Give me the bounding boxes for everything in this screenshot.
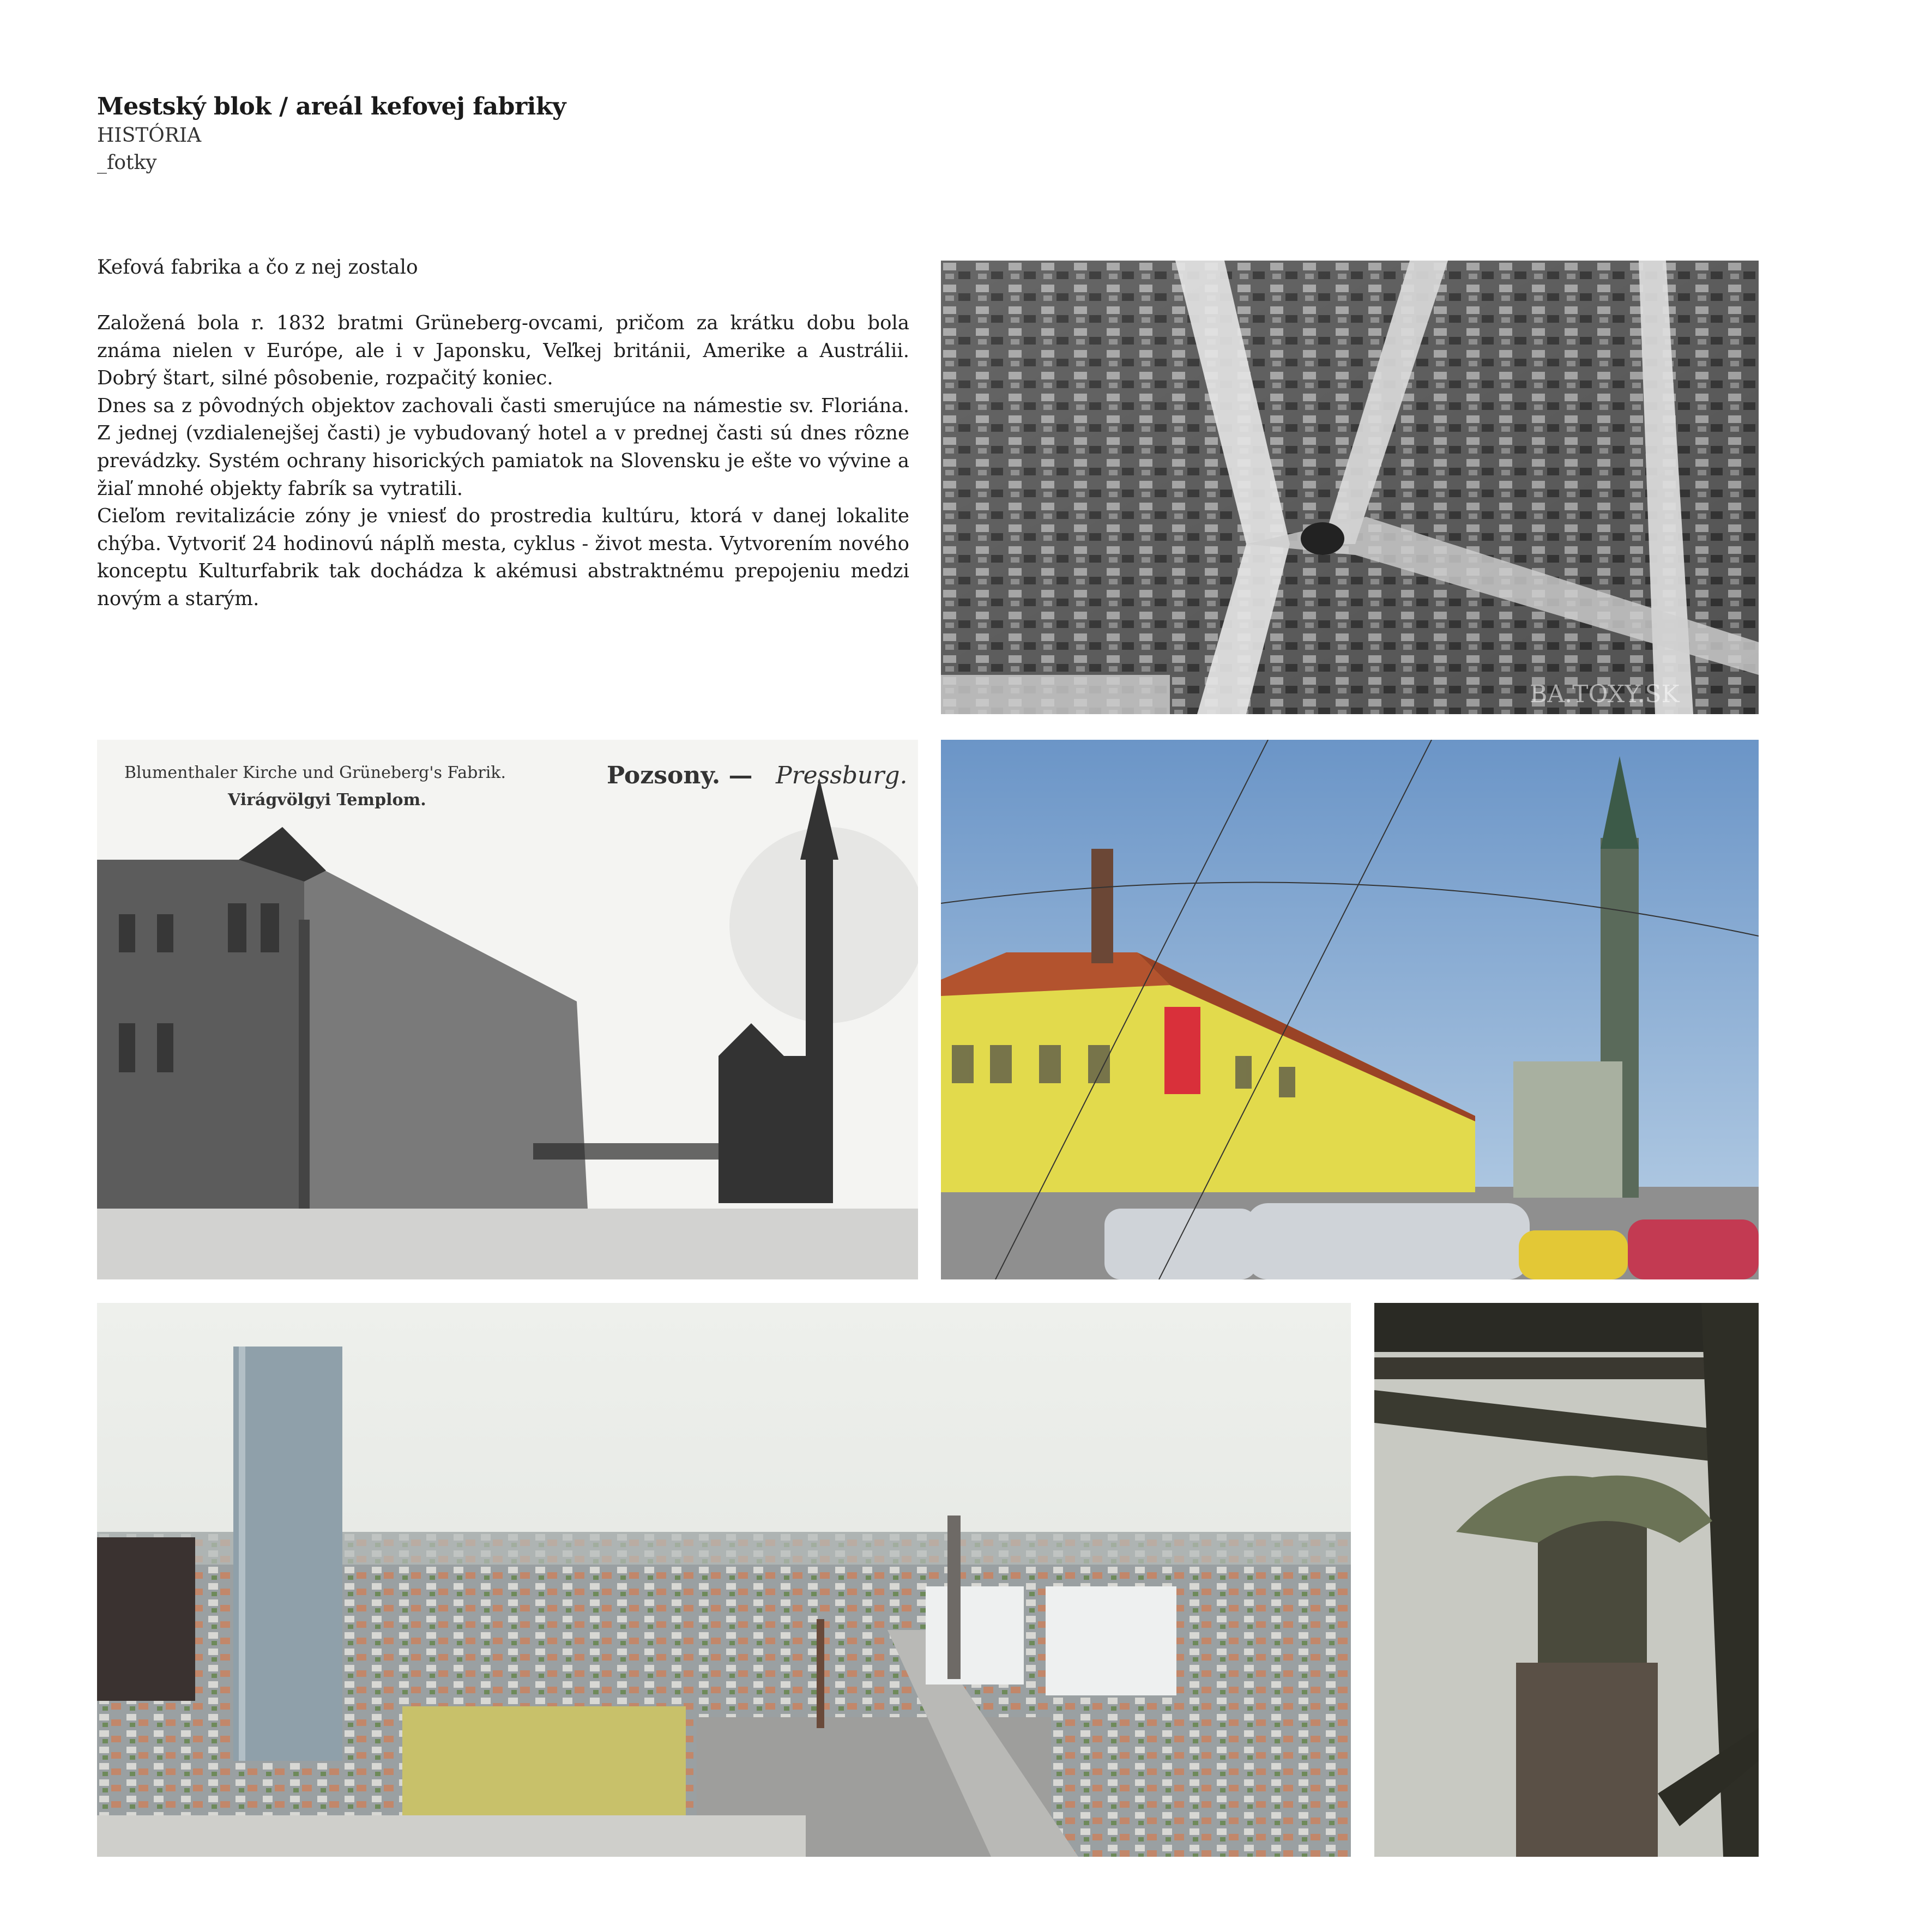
panorama-photo (97, 1303, 1351, 1857)
postcard-caption-line1: Blumenthaler Kirche und Grüneberg's Fabrik. (124, 763, 506, 782)
section-label: HISTÓRIA (97, 124, 202, 147)
page-title: Mestský blok / areál kefovej fabriky (97, 93, 566, 120)
postcard-city-alt: Pressburg. (776, 762, 908, 789)
paragraph-today: Dnes sa z pôvodných objektov zachovali časti smerujúce na námestie sv. Floriána. Z jednej (vzdialenejšej časti) je vybudovaný hotel a v prednej časti sú dnes rôzne prevádzky. Systém ochrany hisorických pamiatok na Slovensku je ešte vo vývine a žiaľ mnohé objekty fabrík sa vytratili. (97, 394, 909, 500)
postcard-photo (97, 740, 918, 1279)
street-photo (941, 740, 1759, 1279)
postcard-city: Pozsony. — (607, 762, 753, 789)
postcard-caption-line2: Virágvölgyi Templom. (228, 790, 426, 810)
paragraph-goal: Cieľom revitalizácie zóny je vniesť do prostredia kultúru, ktorá v danej lokalite chýba. Vytvoriť 24 hodinovú náplň mesta, cyklus - život mesta. Vytvorením nového konceptu Kulturfabrik tak dochádza k akémusi abstraktnému prepojeniu medzi novým a starým. (97, 505, 909, 610)
subsection-label: _fotky (97, 152, 157, 174)
paragraph-history: Založená bola r. 1832 bratmi Grüneberg-ovcami, pričom za krátku dobu bola známa nielen v Európe, ale i v Japonsku, Veľkej británii, Amerike a Austrálii. Dobrý štart, silné pôsobenie, rozpačitý koniec. (97, 312, 909, 390)
aerial-watermark: BA.TOXY.SK (1530, 680, 1680, 708)
aerial-photo (941, 261, 1759, 714)
article-heading: Kefová fabrika a čo z nej zostalo (97, 256, 418, 279)
column-detail-photo (1374, 1303, 1759, 1857)
article-body (97, 310, 909, 613)
